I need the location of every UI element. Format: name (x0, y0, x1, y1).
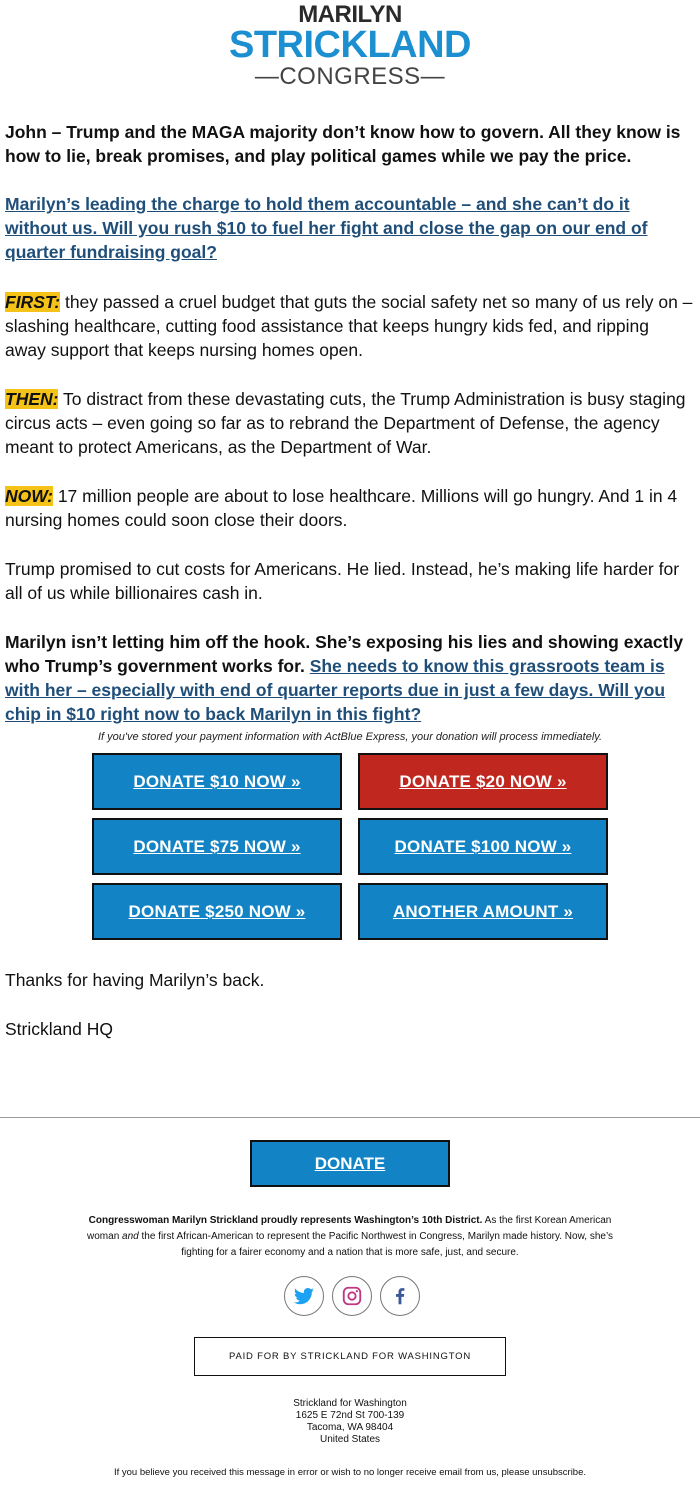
donate-75-button[interactable]: DONATE $75 NOW » (92, 818, 342, 875)
first-label: FIRST: (5, 292, 61, 312)
unsubscribe-text[interactable]: If you believe you received this message in error or wish to no longer receive email from us, please unsubscribe. (113, 1467, 587, 1478)
facebook-icon[interactable] (380, 1276, 420, 1316)
campaign-logo (0, 0, 700, 96)
twitter-icon[interactable] (284, 1276, 324, 1316)
address-name: Strickland for Washington (293, 1398, 407, 1409)
about-bold: Congresswoman Marilyn Strickland proudly represents Washington’s 10th District. (88, 1215, 483, 1226)
ask-paragraph (5, 192, 693, 264)
donate-100-button[interactable]: DONATE $100 NOW » (358, 818, 608, 875)
donate-ask-link[interactable]: Marilyn’s leading the charge to hold them accountable – and she can’t do it without us. Will you rush $10 to fuel her fight and close the gap on our end of quarter fundraising goal? (5, 194, 648, 262)
hook-bold-text: Marilyn isn’t letting him off the hook. She’s exposing his lies and showing exactly who Trump’s government works for. (5, 632, 684, 676)
about-and: and (122, 1231, 139, 1242)
logo-line-surname: STRICKLAND (229, 24, 471, 66)
first-paragraph (5, 290, 693, 362)
paid-for-disclaimer: PAID FOR BY STRICKLAND FOR WASHINGTON (194, 1337, 506, 1376)
hook-paragraph (5, 630, 693, 726)
donate-20-button[interactable]: DONATE $20 NOW » (358, 753, 608, 810)
trump-paragraph: Trump promised to cut costs for Americans. He lied. Instead, he’s making life harder for all of us while billionaires cash in. (5, 559, 680, 603)
then-label: THEN: (5, 389, 59, 409)
about-text-2: the first African-American to represent the Pacific Northwest in Congress, Marilyn made history. Now, she’s fighting for a fairer economy and a nation that is more safe, just, and secure. (138, 1231, 613, 1258)
address-street: 1625 E 72nd St 700-139 (295, 1410, 405, 1421)
address-city: Tacoma, WA 98404 (306, 1422, 394, 1433)
now-paragraph (5, 484, 693, 532)
then-paragraph (5, 387, 693, 459)
mailing-address (0, 1398, 700, 1446)
chip-in-link[interactable]: She needs to know this grassroots team is with her – especially with end of quarter reports due in just a few days. Will you chip in $10 right now to back Marilyn in this fight? (5, 656, 666, 724)
footer-donate-button[interactable]: DONATE (250, 1140, 450, 1187)
about-paragraph (80, 1213, 620, 1261)
address-country: United States (319, 1434, 381, 1445)
donate-250-button[interactable]: DONATE $250 NOW » (92, 883, 342, 940)
instagram-icon[interactable] (332, 1276, 372, 1316)
logo-line-congress: —CONGRESS— (254, 63, 446, 90)
logo-line-name: MARILYN (298, 1, 402, 28)
now-text: 17 million people are about to lose healthcare. Millions will go hungry. And 1 in 4 nursing homes could soon close their doors. (5, 486, 678, 530)
then-text: To distract from these devastating cuts, the Trump Administration is busy staging circus acts – even going so far as to rebrand the Department of Defense, the agency meant to protect Americans, as the Department of War. (5, 389, 686, 457)
another-amount-button[interactable]: ANOTHER AMOUNT » (358, 883, 608, 940)
donate-10-button[interactable]: DONATE $10 NOW » (92, 753, 342, 810)
now-label: NOW: (5, 486, 53, 506)
first-text: they passed a cruel budget that guts the social safety net so many of us rely on – slashing healthcare, cutting food assistance that keeps hungry kids fed, and ripping away support that keeps nursing homes open. (5, 292, 693, 360)
about-text-1: As the first Korean American woman (87, 1215, 612, 1242)
intro-paragraph: John – Trump and the MAGA majority don’t know how to govern. All they know is how to lie, break promises, and play political games while we pay the price. (5, 122, 681, 166)
footer-divider (0, 1117, 700, 1118)
signature-text: Strickland HQ (5, 1019, 113, 1039)
thanks-text: Thanks for having Marilyn’s back. (5, 970, 265, 990)
actblue-express-note: If you've stored your payment information with ActBlue Express, your donation will process immediately. (97, 731, 603, 743)
